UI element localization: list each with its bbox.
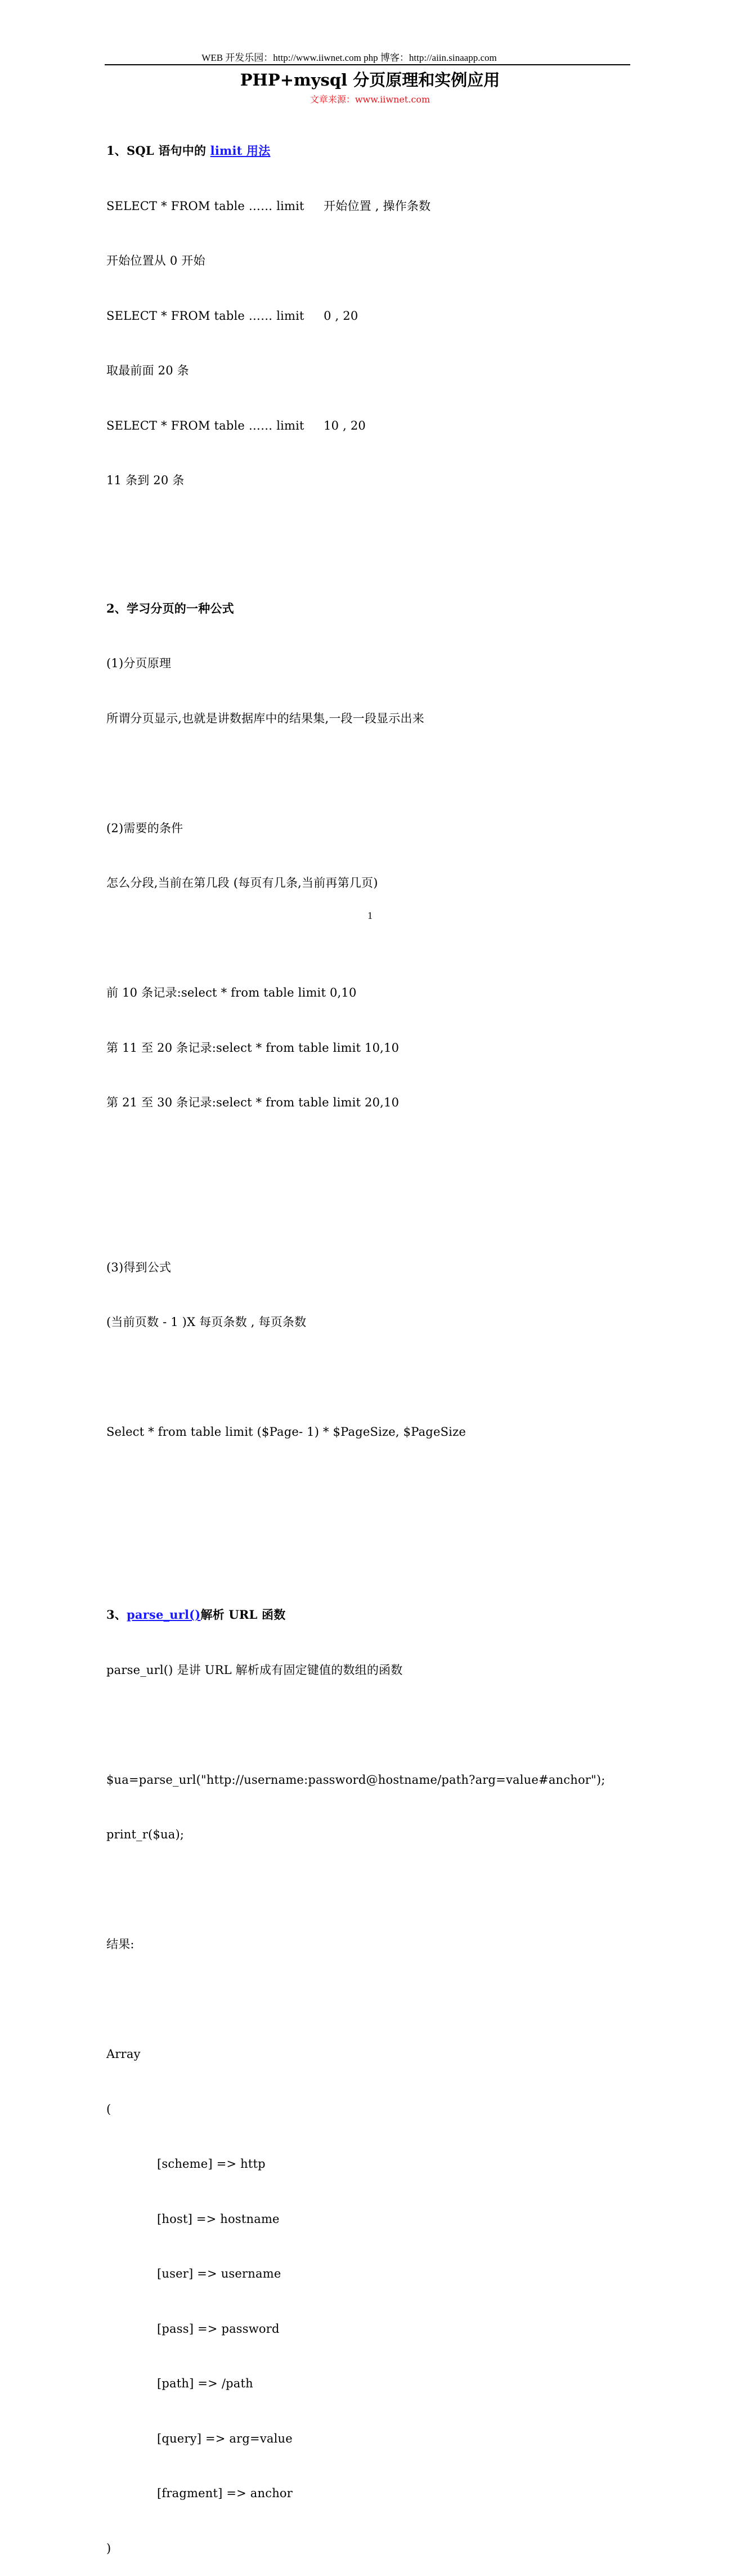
example-line: 第 21 至 30 条记录:select * from table limit 20,10 (106, 1096, 400, 1109)
principle-text: 所谓分页显示,也就是讲数据库中的结果集,一段一段显示出来 (106, 711, 424, 725)
result-label: 结果: (106, 1937, 134, 1951)
subheading-formula: (3)得到公式 (106, 1260, 172, 1274)
code-line: $ua=parse_url("http://username:password@hostname/path?arg=value#anchor"); (106, 1773, 606, 1787)
spacer (106, 1533, 635, 1551)
example-line: 前 10 条记录:select * from table limit 0,10 (106, 986, 357, 999)
array-open: Array (106, 2047, 141, 2061)
array-item: [path] => /path (157, 2377, 253, 2390)
subheading-principle: (1)分页原理 (106, 657, 172, 670)
section-1-line: 11 条到 20 条 (106, 474, 185, 487)
section-3-heading (106, 1606, 635, 1624)
section-2-heading: 2、学习分页的一种公式 (106, 601, 234, 615)
header-divider (105, 64, 630, 65)
array-item: [scheme] => http (157, 2157, 266, 2171)
section-3-suffix: 解析 URL 函数 (200, 1608, 286, 1622)
limit-usage-link[interactable]: limit 用法 (210, 144, 271, 158)
code-line: print_r($ua); (106, 1828, 185, 1841)
subheading-conditions: (2)需要的条件 (106, 821, 183, 835)
spacer (106, 1149, 635, 1167)
section-1-line: 取最前面 20 条 (106, 364, 189, 377)
document-body (106, 105, 635, 2576)
array-item: [fragment] => anchor (157, 2486, 293, 2500)
section-1-heading (106, 142, 635, 160)
formula-sql: Select * from table limit ($Page- 1) * $PageSize, $PageSize (106, 1425, 466, 1439)
spacer (106, 526, 635, 545)
parse-url-link[interactable]: parse_url() (127, 1608, 201, 1622)
section-1-line: SELECT * FROM table …… limit 10 , 20 (106, 418, 366, 432)
section-1-line: 开始位置从 0 开始 (106, 254, 205, 267)
example-line: 第 11 至 20 条记录:select * from table limit 10,10 (106, 1041, 400, 1055)
spacer (106, 1990, 635, 2009)
array-item: [query] => arg=value (157, 2431, 293, 2445)
document-title: PHP+mysql 分页原理和实例应用 (240, 70, 500, 90)
spacer (106, 1368, 635, 1387)
spacer (106, 1478, 635, 1497)
array-item: [pass] => password (157, 2321, 280, 2336)
spacer (106, 1716, 635, 1734)
page-number: 1 (367, 910, 373, 921)
array-item: [user] => username (157, 2267, 281, 2280)
formula-text: (当前页数 - 1 )X 每页条数 , 每页条数 (106, 1315, 307, 1329)
spacer (106, 1881, 635, 1899)
section-1-line: SELECT * FROM table …… limit 开始位置 , 操作条数 (106, 199, 431, 213)
array-item: [host] => hostname (157, 2212, 280, 2226)
array-paren-close: ) (106, 2541, 111, 2555)
spacer (106, 764, 635, 783)
section-1-prefix: 1、SQL 语句中的 (106, 144, 210, 158)
section-3-prefix: 3、 (106, 1608, 127, 1622)
section-1-line: SELECT * FROM table …… limit 0 , 20 (106, 309, 358, 323)
spacer (106, 1203, 635, 1222)
article-source: 文章来源：www.iiwnet.com (310, 94, 430, 105)
spacer (106, 929, 635, 948)
conditions-text: 怎么分段,当前在第几段 (每页有几条,当前再第几页) (106, 876, 378, 890)
page-header: WEB 开发乐园：http://www.iiwnet.com php 博客：http://aiin.sinaapp.com (201, 52, 497, 63)
array-paren-open: ( (106, 2102, 111, 2116)
parse-url-description: parse_url() 是讲 URL 解析成有固定键值的数组的函数 (106, 1663, 403, 1677)
